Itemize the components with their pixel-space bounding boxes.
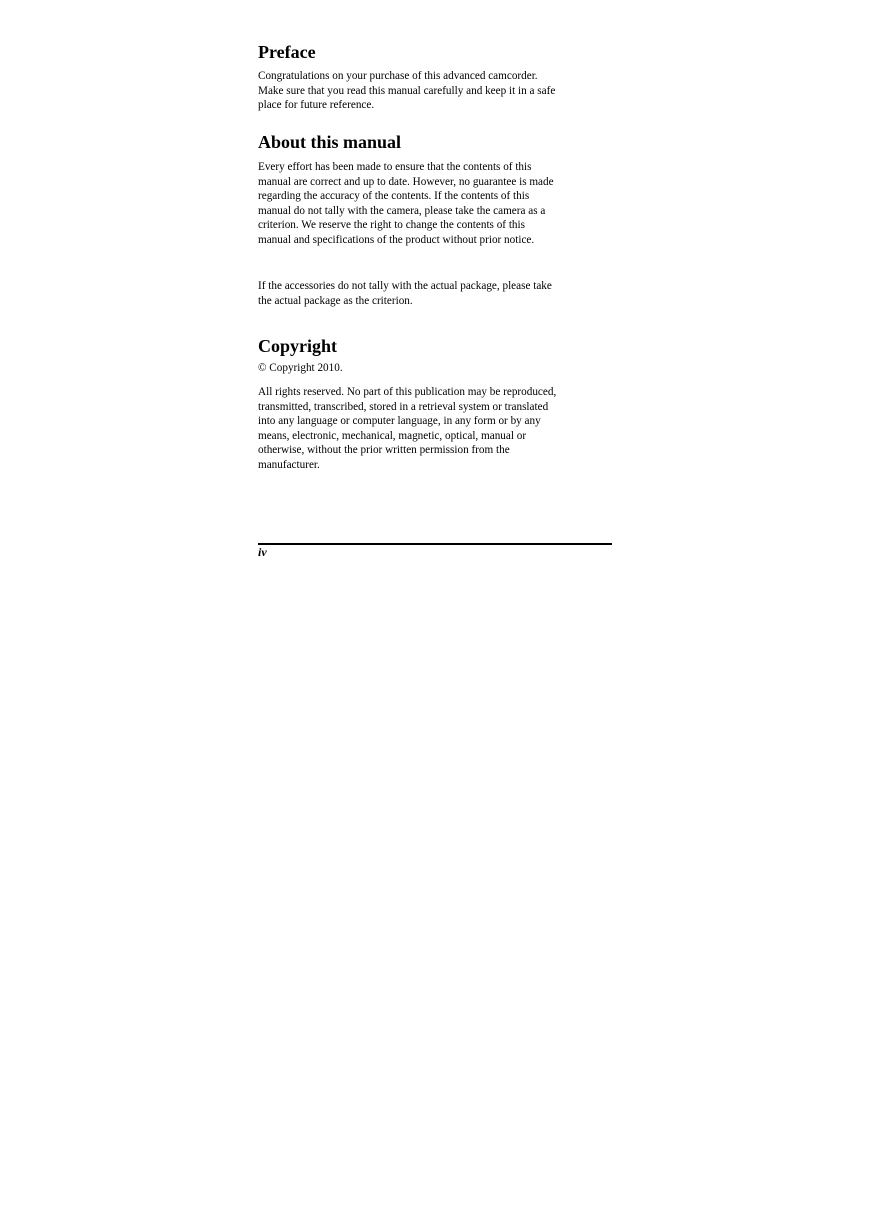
copyright-heading: Copyright: [258, 336, 338, 356]
about-manual-paragraph: Every effort has been made to ensure that the contents of this manual are correct and up to date. However, no guarantee is made regarding the accuracy of the contents. If the contents of this manual do not tally with the camera, please take the camera as a criterion. We reserve the right to change the contents of this manual and specifications of the product without prior notice.: [258, 161, 554, 246]
copyright-notice: © Copyright 2010.: [258, 362, 343, 374]
copyright-paragraph: All rights reserved. No part of this publication may be reproduced, transmitted, transcribed, stored in a retrieval system or translated into any language or computer language, in any form or by any means, electronic, mechanical, magnetic, optical, manual or otherwise, without the prior written permission from the manufacturer.: [258, 386, 557, 471]
footer-rule: [258, 543, 612, 545]
manual-page: [258, 0, 612, 1228]
preface-heading: Preface: [258, 42, 316, 62]
about-manual-heading: About this manual: [258, 132, 402, 152]
page-number: iv: [258, 545, 267, 559]
preface-paragraph: Congratulations on your purchase of this advanced camcorder. Make sure that you read this manual carefully and keep it in a safe place for future reference.: [258, 70, 556, 111]
accessories-note: If the accessories do not tally with the actual package, please take the actual package as the criterion.: [258, 280, 552, 307]
